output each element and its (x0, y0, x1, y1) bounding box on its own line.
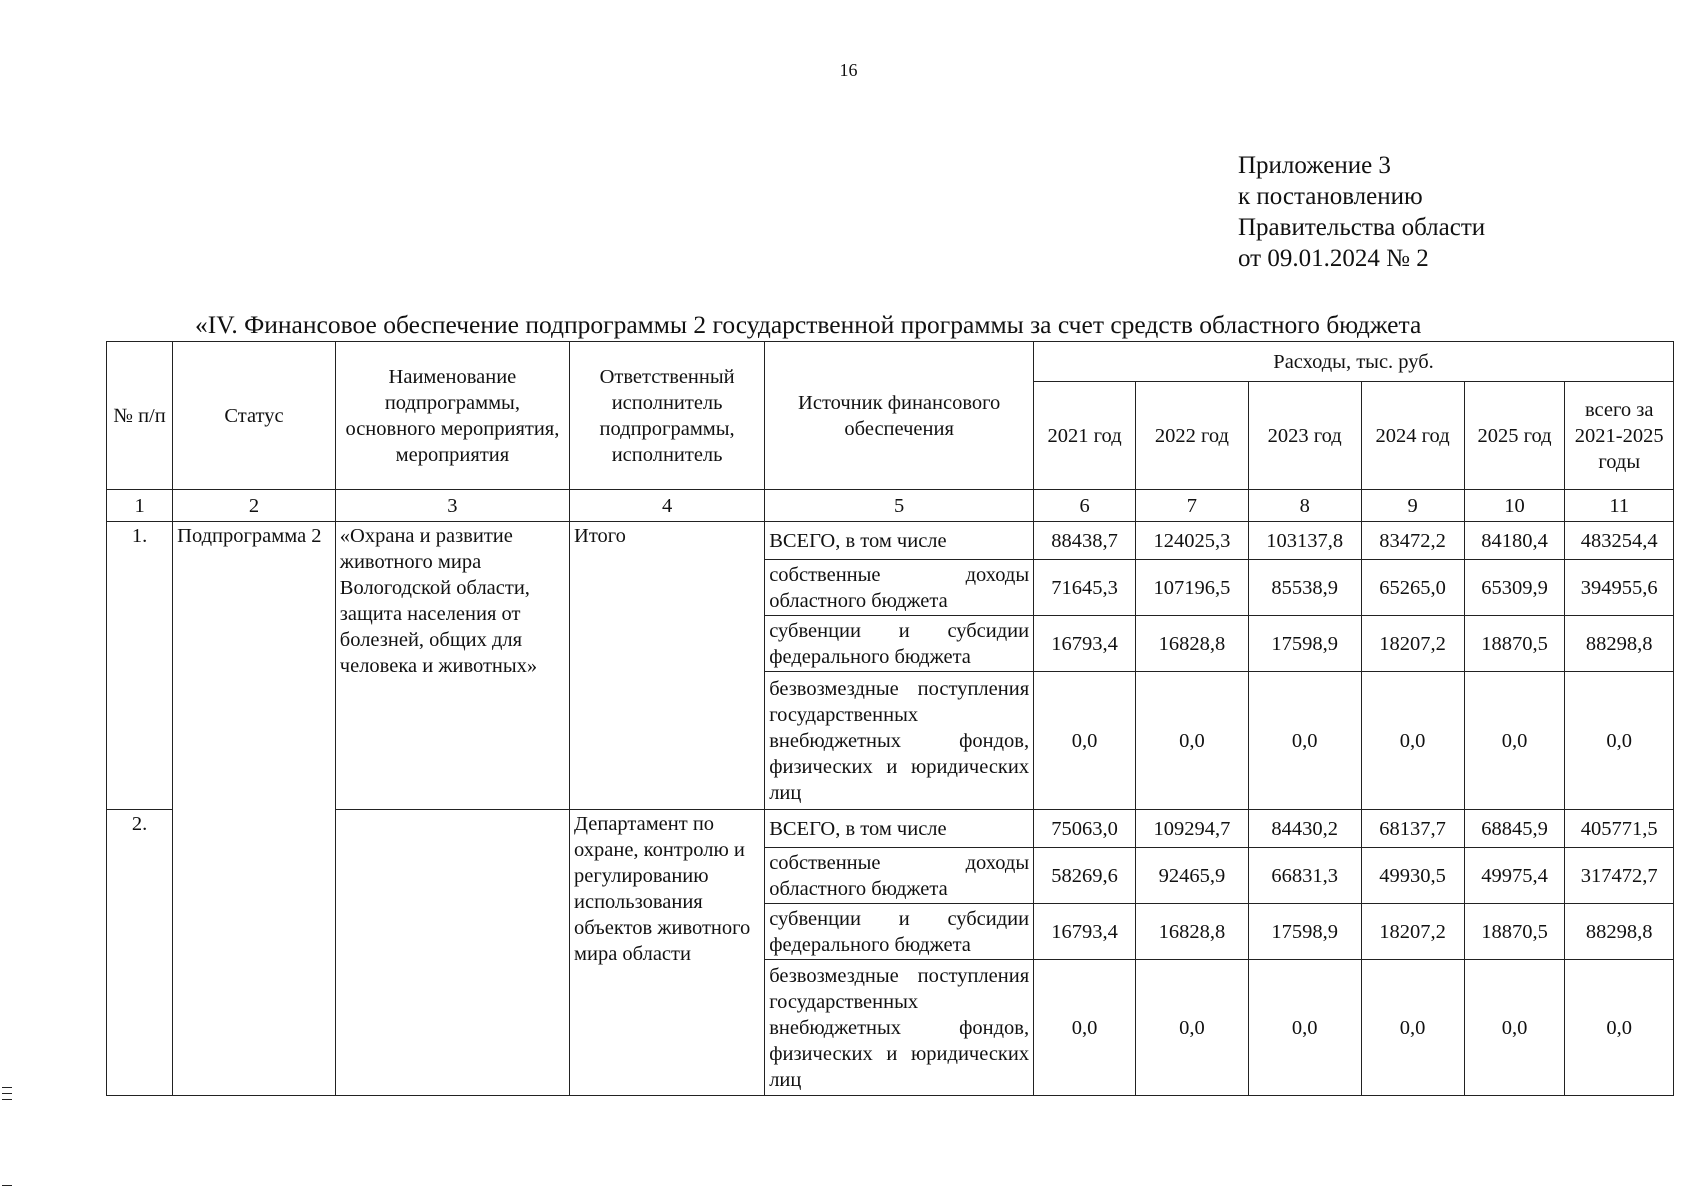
value-cell: 66831,3 (1248, 848, 1361, 904)
column-number: 1 (107, 490, 173, 522)
value-cell: 0,0 (1464, 672, 1565, 810)
value-cell: 58269,6 (1034, 848, 1136, 904)
value-cell: 16828,8 (1136, 904, 1249, 960)
header-year-total: всего за 2021-2025 годы (1565, 382, 1674, 490)
value-cell: 0,0 (1034, 672, 1136, 810)
column-number: 11 (1565, 490, 1674, 522)
value-cell: 0,0 (1565, 960, 1674, 1096)
column-number: 2 (173, 490, 336, 522)
column-number-row (107, 490, 1674, 522)
value-cell: 0,0 (1361, 672, 1464, 810)
column-number: 7 (1136, 490, 1249, 522)
program-name-cell-empty (335, 810, 569, 1096)
value-cell: 0,0 (1361, 960, 1464, 1096)
value-cell: 88298,8 (1565, 904, 1674, 960)
value-cell: 0,0 (1034, 960, 1136, 1096)
section-title: «IV. Финансовое обеспечение подпрограммы 2 государственной программы за счет средств областного бюджета (195, 310, 1422, 339)
header-status: Статус (173, 342, 336, 490)
column-number: 6 (1034, 490, 1136, 522)
value-cell: 18870,5 (1464, 616, 1565, 672)
margin-mark (2, 1087, 12, 1088)
value-cell: 88438,7 (1034, 522, 1136, 560)
value-cell: 84430,2 (1248, 810, 1361, 848)
header-year: 2023 год (1248, 382, 1361, 490)
source-cell: безвозмездные поступления государственных внебюджетных фондов, физических и юридических лиц (765, 672, 1034, 810)
value-cell: 0,0 (1248, 960, 1361, 1096)
header-year: 2025 год (1464, 382, 1565, 490)
value-cell: 65309,9 (1464, 560, 1565, 616)
value-cell: 107196,5 (1136, 560, 1249, 616)
value-cell: 83472,2 (1361, 522, 1464, 560)
value-cell: 0,0 (1136, 672, 1249, 810)
column-number: 10 (1464, 490, 1565, 522)
value-cell: 483254,4 (1565, 522, 1674, 560)
value-cell: 16793,4 (1034, 904, 1136, 960)
column-number: 8 (1248, 490, 1361, 522)
source-cell: ВСЕГО, в том числе (765, 522, 1034, 560)
value-cell: 16793,4 (1034, 616, 1136, 672)
page-number: 16 (839, 60, 858, 80)
status-cell: Подпрограмма 2 (173, 522, 336, 1096)
source-cell: собственные доходы областного бюджета (765, 560, 1034, 616)
value-cell: 18207,2 (1361, 616, 1464, 672)
header-executor: Ответственный исполнитель подпрограммы, исполнитель (570, 342, 765, 490)
value-cell: 17598,9 (1248, 904, 1361, 960)
appendix-line-1: Приложение 3 (1238, 152, 1391, 179)
value-cell: 84180,4 (1464, 522, 1565, 560)
source-cell: ВСЕГО, в том числе (765, 810, 1034, 848)
column-number: 4 (570, 490, 765, 522)
header-year: 2022 год (1136, 382, 1249, 490)
header-name: Наименование подпрограммы, основного мероприятия, мероприятия (335, 342, 569, 490)
value-cell: 49975,4 (1464, 848, 1565, 904)
appendix-block (1238, 150, 1485, 274)
value-cell: 317472,7 (1565, 848, 1674, 904)
source-cell: субвенции и субсидии федерального бюджета (765, 616, 1034, 672)
finance-table (106, 341, 1674, 1096)
program-name-cell: «Охрана и развитие животного мира Вологодской области, защита населения от болезней, общих для человека и животных» (335, 522, 569, 810)
header-num: № п/п (107, 342, 173, 490)
value-cell: 0,0 (1464, 960, 1565, 1096)
value-cell: 18207,2 (1361, 904, 1464, 960)
row-number: 2. (107, 810, 173, 1096)
header-year: 2024 год (1361, 382, 1464, 490)
value-cell: 103137,8 (1248, 522, 1361, 560)
header-year: 2021 год (1034, 382, 1136, 490)
source-cell: субвенции и субсидии федерального бюджета (765, 904, 1034, 960)
value-cell: 68845,9 (1464, 810, 1565, 848)
margin-mark (2, 1099, 12, 1100)
value-cell: 0,0 (1248, 672, 1361, 810)
value-cell: 75063,0 (1034, 810, 1136, 848)
margin-mark (2, 1093, 12, 1094)
value-cell: 0,0 (1136, 960, 1249, 1096)
value-cell: 65265,0 (1361, 560, 1464, 616)
appendix-line-2: к постановлению (1238, 183, 1423, 210)
value-cell: 85538,9 (1248, 560, 1361, 616)
executor-cell: Департамент по охране, контролю и регулированию использования объектов животного мира области (570, 810, 765, 1096)
value-cell: 71645,3 (1034, 560, 1136, 616)
row-number: 1. (107, 522, 173, 810)
header-source: Источник финансового обеспечения (765, 342, 1034, 490)
column-number: 3 (335, 490, 569, 522)
column-number: 9 (1361, 490, 1464, 522)
value-cell: 109294,7 (1136, 810, 1249, 848)
value-cell: 16828,8 (1136, 616, 1249, 672)
value-cell: 49930,5 (1361, 848, 1464, 904)
table-row (107, 810, 1674, 848)
value-cell: 18870,5 (1464, 904, 1565, 960)
value-cell: 17598,9 (1248, 616, 1361, 672)
value-cell: 0,0 (1565, 672, 1674, 810)
header-expenses: Расходы, тыс. руб. (1034, 342, 1674, 382)
table-row (107, 522, 1674, 560)
value-cell: 88298,8 (1565, 616, 1674, 672)
appendix-line-4: от 09.01.2024 № 2 (1238, 245, 1429, 272)
value-cell: 394955,6 (1565, 560, 1674, 616)
source-cell: собственные доходы областного бюджета (765, 848, 1034, 904)
margin-mark (2, 1185, 12, 1186)
executor-cell: Итого (570, 522, 765, 810)
value-cell: 68137,7 (1361, 810, 1464, 848)
source-cell: безвозмездные поступления государственных внебюджетных фондов, физических и юридических лиц (765, 960, 1034, 1096)
appendix-line-3: Правительства области (1238, 214, 1486, 241)
value-cell: 405771,5 (1565, 810, 1674, 848)
value-cell: 124025,3 (1136, 522, 1249, 560)
value-cell: 92465,9 (1136, 848, 1249, 904)
column-number: 5 (765, 490, 1034, 522)
